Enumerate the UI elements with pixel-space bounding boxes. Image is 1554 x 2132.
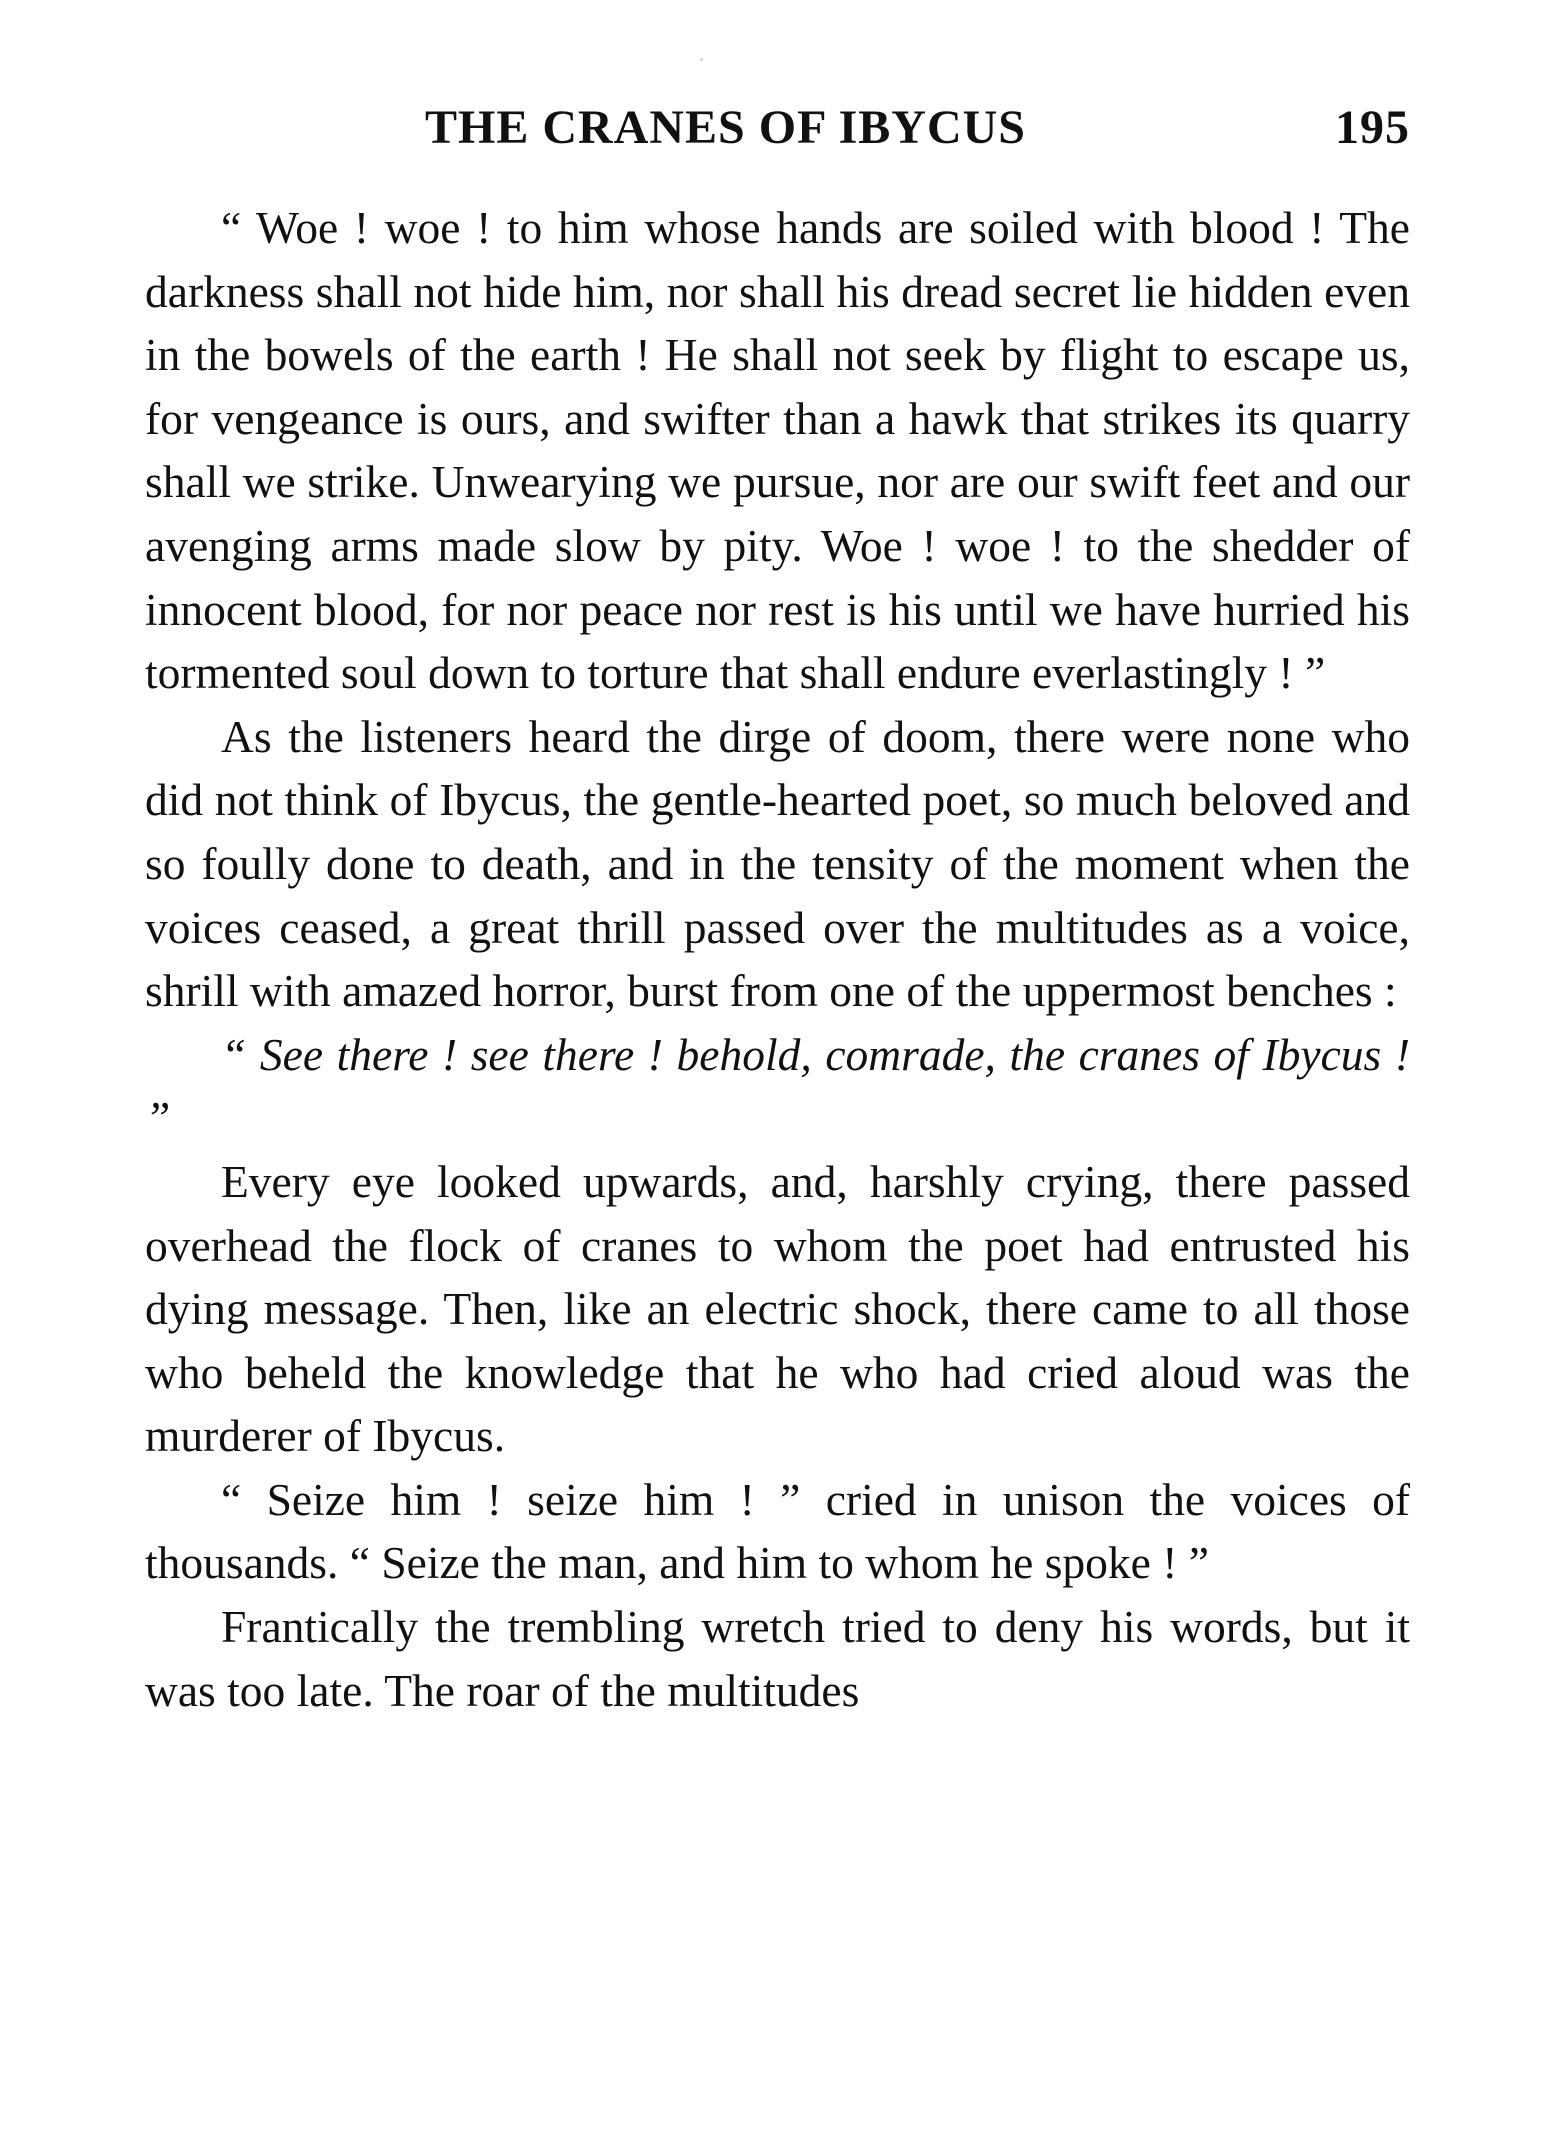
running-head (145, 100, 1410, 160)
paragraph-cry: “ See there ! see there ! behold, comrade, the cranes of Ibycus ! ” (145, 1028, 1410, 1144)
paper-speck (700, 58, 703, 61)
page-number: 195 (1335, 101, 1410, 154)
paragraph-cranes-pass: Every eye looked upwards, and, harshly crying, there passed overhead the flock of cranes to whom the poet had entrusted his dying message. Then, like an electric shock, there came to all those who beheld the knowledge that he who had cried aloud was the murderer of Ibycus. (145, 1155, 1410, 1462)
body-text (145, 196, 1410, 1722)
paragraph-listeners: As the listeners heard the dirge of doom, there were none who did not think of Ibycus, the gentle-hearted poet, so much beloved and so foully done to death, and in the tensity of the moment when the voices ceased, a great thrill passed over the multitudes as a voice, shrill with amazed horror, burst from one of the uppermost benches : (145, 710, 1410, 1017)
paragraph-seize-him: “ Seize him ! seize him ! ” cried in unison the voices of thousands. “ Seize the man, and him to whom he spoke ! ” (145, 1473, 1410, 1589)
paragraph-denial: Frantically the trembling wretch tried to deny his words, but it was too late. The roar of the multitudes (145, 1601, 1410, 1716)
running-title: THE CRANES OF IBYCUS (425, 101, 1026, 154)
paragraph-chorus-song: “ Woe ! woe ! to him whose hands are soiled with blood ! The darkness shall not hide him, nor shall his dread secret lie hidden even in the bowels of the earth ! He shall not seek by flight to escape us, for vengeance is ours, and swifter than a hawk that strikes its quarry shall we strike. Unwearying we pursue, nor are our swift feet and our avenging arms made slow by pity. Woe ! woe ! to the shedder of innocent blood, for nor peace nor rest is his until we have hurried his tormented soul down to torture that shall endure everlastingly ! ” (145, 202, 1410, 699)
